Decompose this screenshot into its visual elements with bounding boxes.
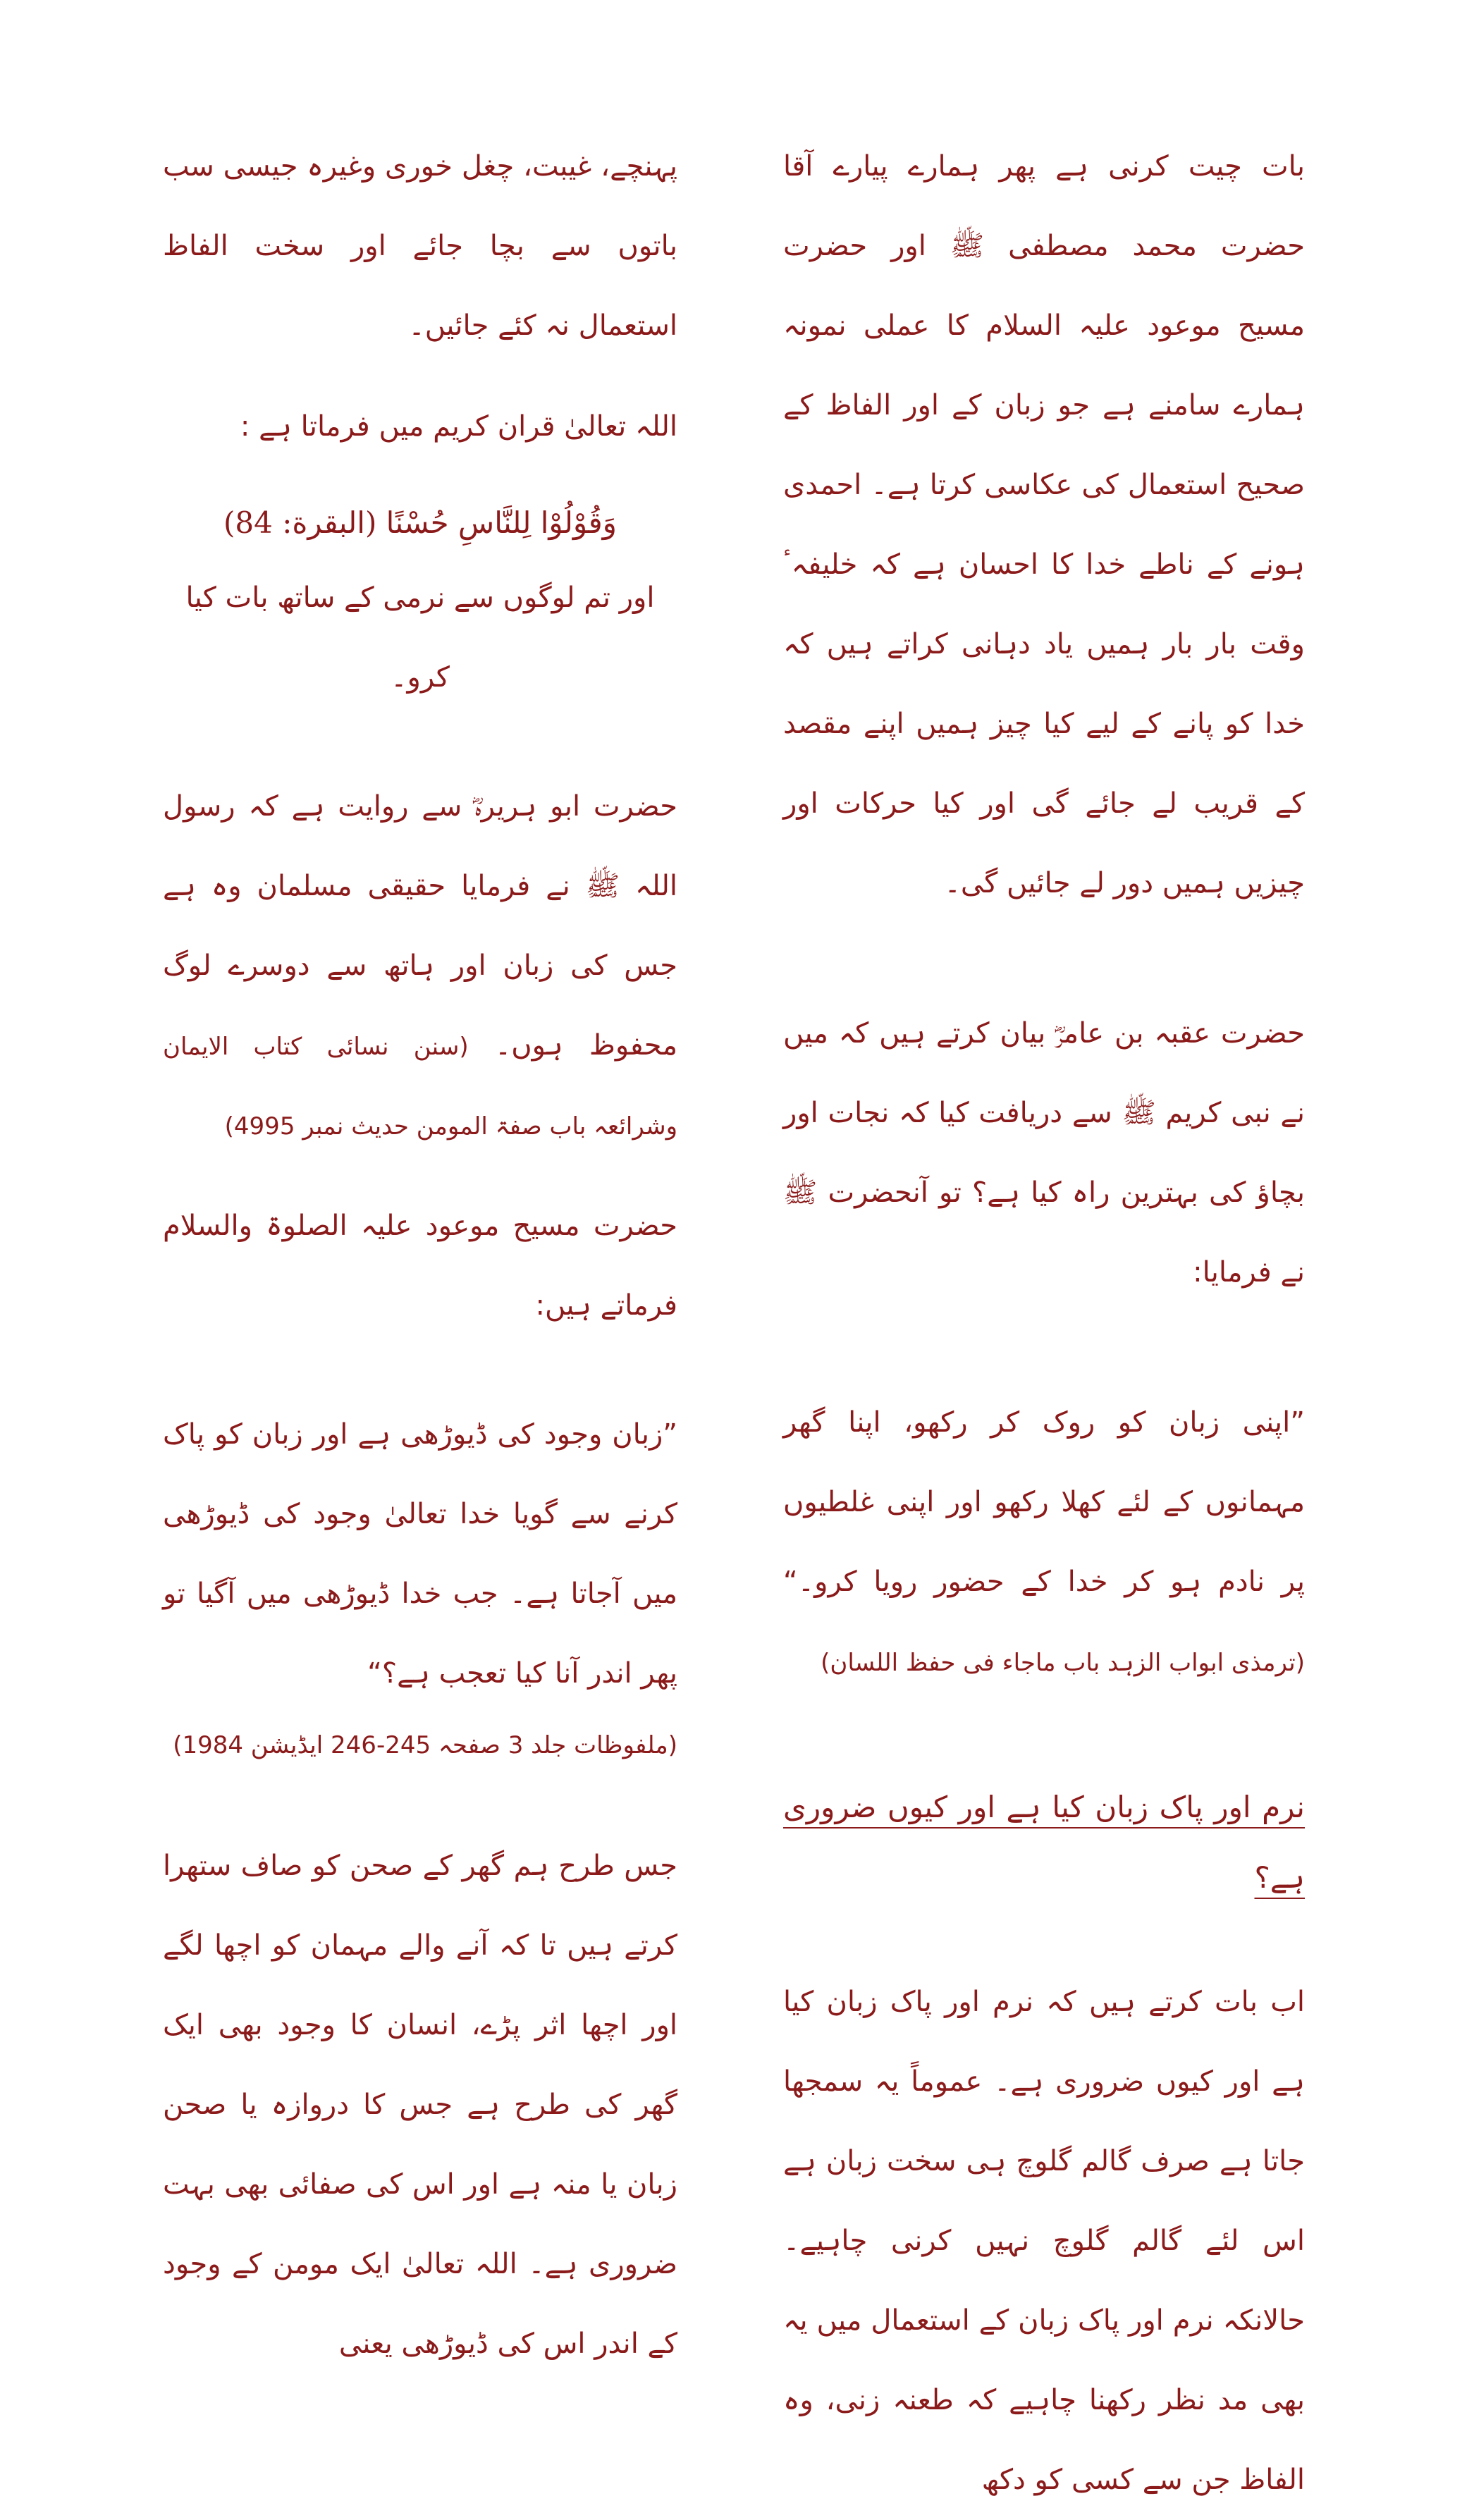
left-paragraph-1: پہنچے، غیبت، چغل خوری وغیرہ جیسی سب باتوں سے بچا جائے اور سخت الفاظ استعمال نہ کئے جائیں۔ bbox=[163, 150, 677, 342]
right-quote-reference: (ترمذی ابواب الزہد باب ماجاء فی حفظ اللسان) bbox=[821, 1649, 1305, 1677]
malfuzat-reference: (ملفوظات جلد 3 صفحہ 245-246 ایڈیشن 1984) bbox=[173, 1731, 677, 1759]
left-paragraph-3 bbox=[163, 767, 677, 1165]
right-column bbox=[783, 127, 1305, 2520]
hadith-reference: (سنن نسائی کتاب الایمان وشرائعہ باب صفۃ المومن حدیث نمبر 4995) bbox=[163, 1033, 677, 1141]
right-paragraph-2: حضرت عقبہ بن عامرؓ بیان کرتے ہیں کہ میں نے نبی کریم ﷺ سے دریافت کیا کہ نجات اور بچاؤ کی بہترین راہ کیا ہے؟ تو آنحضرت ﷺ نے فرمایا: bbox=[783, 1017, 1305, 1289]
quran-verse: وَقُوْلُوْا لِلنَّاسِ حُسْنًا (البقرة: 84) bbox=[223, 505, 617, 540]
hadith-text: حضرت ابو ہریرہؓ سے روایت ہے کہ رسول اللہ ﷺ نے فرمایا حقیقی مسلمان وہ ہے جس کی زبان اور ہاتھ سے دوسرے لوگ محفوظ ہوں۔ bbox=[163, 790, 678, 1062]
right-quote-hadith bbox=[783, 1383, 1305, 1702]
left-paragraph-2: اللہ تعالیٰ قران کریم میں فرماتا ہے : bbox=[240, 410, 677, 443]
right-paragraph-4: اب بات کرتے ہیں کہ نرم اور پاک زبان کیا ہے اور کیوں ضروری ہے۔ عموماً یہ سمجھا جاتا ہے صرف گالم گلوچ ہی سخت زبان ہے اس لئے گالم گلوچ نہیں کرنی چاہیے۔ حالانکہ نرم اور پاک زبان کے استعمال میں یہ بھی مد نظر رکھنا چاہیے کہ طعنہ زنی، وہ الفاظ جن سے کسی کو دکھ bbox=[783, 1986, 1305, 2496]
left-quote-malfuzat: ”زبان وجود کی ڈیوڑھی ہے اور زبان کو پاک کرنے سے گویا خدا تعالیٰ وجود کی ڈیوڑھی میں آجاتا ہے۔ جب خدا ڈیوڑھی میں آگیا تو پھر اندر آنا کیا تعجب ہے؟“ bbox=[163, 1418, 677, 1690]
section-heading: نرم اور پاک زبان کیا ہے اور کیوں ضروری ہے؟ bbox=[783, 1790, 1305, 1895]
right-quote-text: ”اپنی زبان کو روک کر رکھو، اپنا گھر مہمانوں کے لئے کھلا رکھو اور اپنی غلطیوں پر نادم ہو کر خدا کے حضور رویا کرو۔“ bbox=[783, 1406, 1305, 1598]
left-column bbox=[163, 127, 677, 2384]
left-paragraph-6: جس طرح ہم گھر کے صحن کو صاف ستھرا کرتے ہیں تا کہ آنے والے مہمان کو اچھا لگے اور اچھا اثر پڑے، انسان کا وجود بھی ایک گھر کی طرح ہے جس کا دروازہ یا صحن زبان یا منہ ہے اور اس کی صفائی بھی بہت ضروری ہے۔ اللہ تعالیٰ ایک مومن کے وجود کے اندر اس کی ڈیوڑھی یعنی bbox=[163, 1850, 677, 2360]
verse-translation: اور تم لوگوں سے نرمی کے ساتھ بات کیا کرو۔ bbox=[185, 582, 655, 694]
left-paragraph-4: حضرت مسیح موعود علیہ الصلوۃ والسلام فرماتے ہیں: bbox=[163, 1210, 677, 1322]
right-paragraph-1: بات چیت کرنی ہے پھر ہمارے پیارے آقا حضرت محمد مصطفی ﷺ اور حضرت مسیح موعود علیہ السلام کا عملی نمونہ ہمارے سامنے ہے جو زبان کے اور الفاظ کے صحیح استعمال کی عکاسی کرتا ہے۔ احمدی ہونے کے ناطے خدا کا احسان ہے کہ خلیفہٴ وقت بار بار ہمیں یاد دہانی کراتے ہیں کہ خدا کو پانے کے لیے کیا چیز ہمیں اپنے مقصد کے قریب لے جائے گی اور کیا حرکات اور چیزیں ہمیں دور لے جائیں گی۔ bbox=[783, 150, 1305, 899]
